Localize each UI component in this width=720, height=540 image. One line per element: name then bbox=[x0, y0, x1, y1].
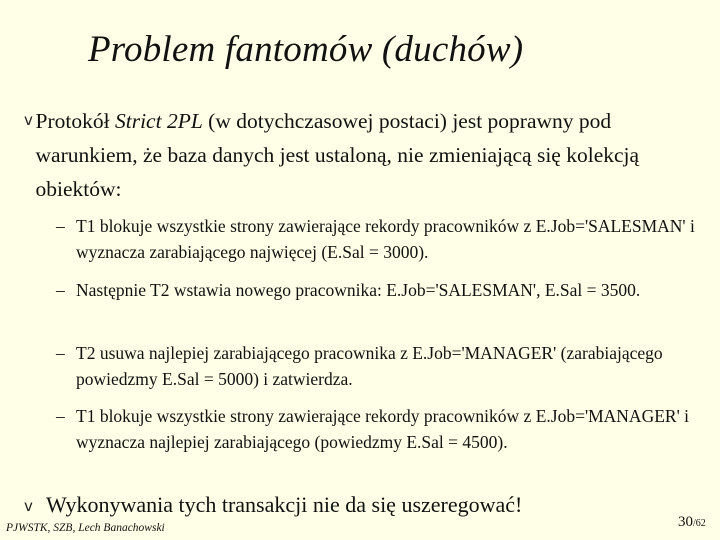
bullet-text: Wykonywania tych transakcji nie da się uszeregować! bbox=[46, 492, 523, 517]
sub-item-text: Następnie T2 wstawia nowego pracownika: E.Job='SALESMAN', E.Sal = 3500. bbox=[76, 280, 641, 300]
sub-item-dash: – bbox=[56, 280, 65, 300]
sub-item bbox=[56, 340, 706, 392]
bullet-emphasis: Strict 2PL bbox=[114, 109, 203, 133]
sub-item-dash: – bbox=[56, 216, 65, 236]
sub-item-text: T1 blokuje wszystkie strony zawierające rekordy pracowników z E.Job='MANAGER' i wyznacza najlepiej zarabiającego (powiedzmy E.Sal = 4500). bbox=[76, 406, 689, 452]
bullet-item bbox=[24, 490, 624, 520]
bullet-item bbox=[24, 104, 704, 206]
sub-item bbox=[56, 277, 706, 303]
bullet-suffix: (w dotychczasowej postaci) jest poprawny pod warunkiem, że baza danych jest ustaloną, nie zmieniającą się kolekcją obiektów: bbox=[35, 109, 640, 201]
sub-item-dash: – bbox=[56, 343, 65, 363]
sub-item bbox=[56, 213, 706, 265]
page-total: /62 bbox=[693, 518, 706, 529]
sub-item-text: T2 usuwa najlepiej zarabiającego pracownika z E.Job='MANAGER' (zarabiającego powiedzmy E.Sal = 5000) i zatwierdza. bbox=[76, 343, 663, 389]
bullet-marker: v bbox=[24, 497, 33, 515]
bullet-text bbox=[36, 104, 704, 206]
bullet-prefix: Protokół bbox=[35, 109, 115, 133]
sub-item bbox=[56, 403, 706, 455]
sub-item-text: T1 blokuje wszystkie strony zawierające rekordy pracowników z E.Job='SALESMAN' i wyznacza zarabiającego najwięcej (E.Sal = 3000). bbox=[76, 216, 695, 262]
sub-item-dash: – bbox=[56, 406, 65, 426]
footer-author: PJWSTK, SZB, Lech Banachowski bbox=[6, 522, 165, 534]
page-number bbox=[678, 514, 706, 531]
bullet-marker: v bbox=[24, 111, 33, 129]
slide-title: Problem fantomów (duchów) bbox=[88, 29, 524, 70]
page-current: 30 bbox=[678, 514, 693, 530]
